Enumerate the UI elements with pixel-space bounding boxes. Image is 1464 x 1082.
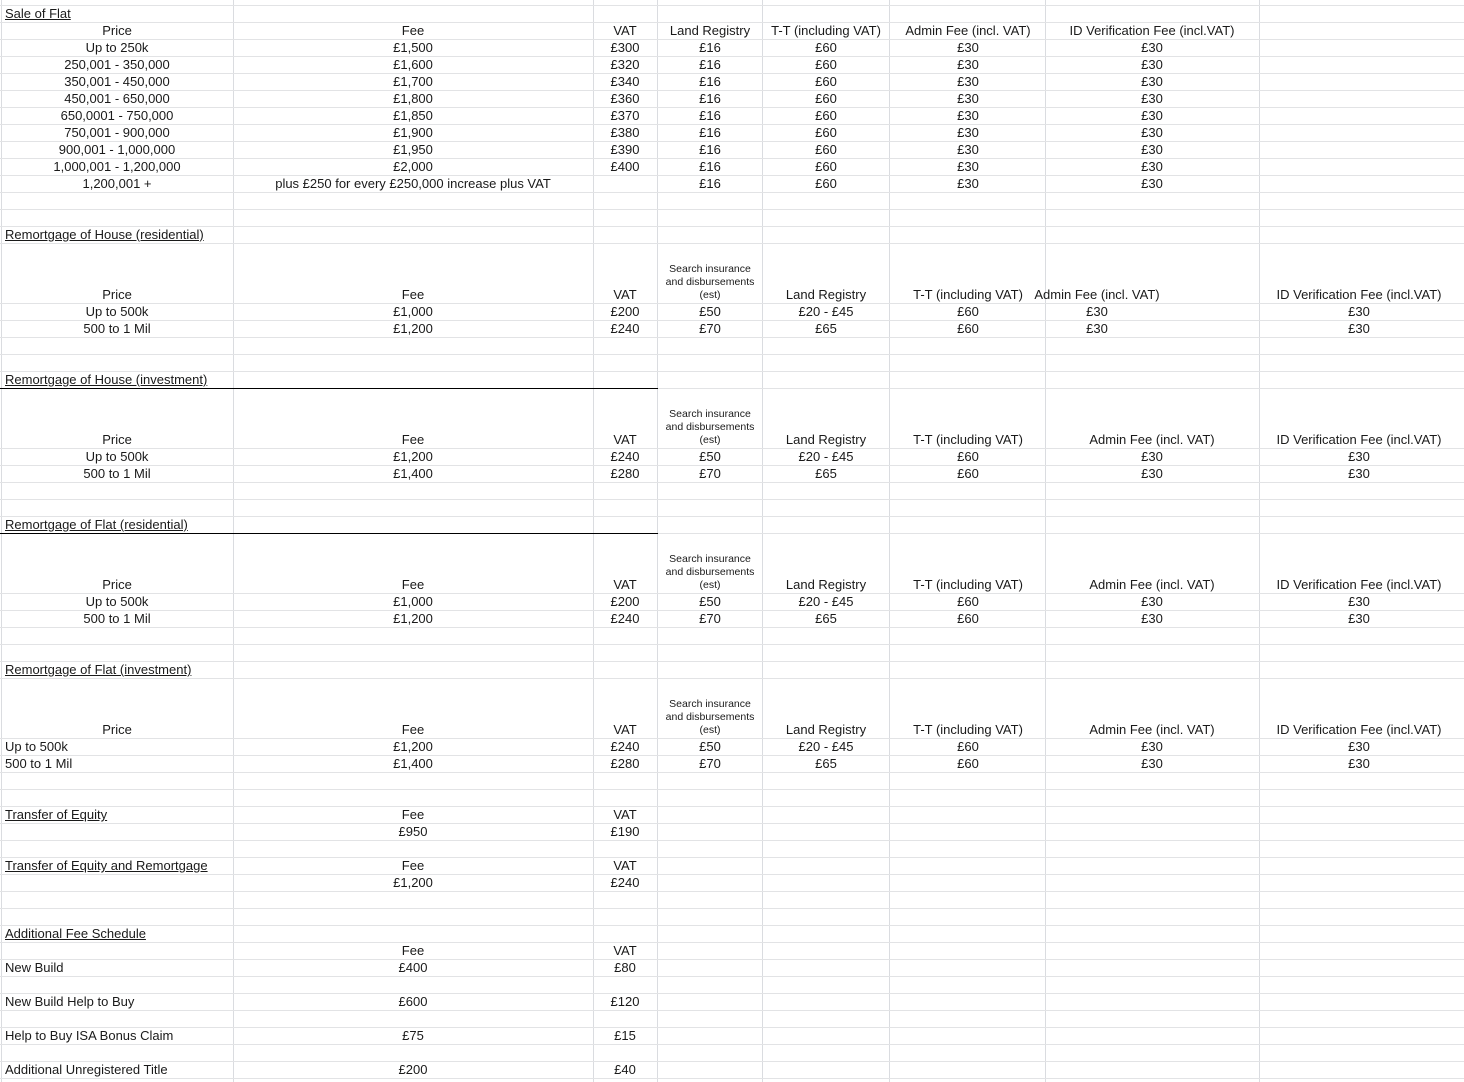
table-cell[interactable]: £60 [815, 142, 837, 157]
table-cell[interactable]: £190 [610, 824, 640, 839]
table-cell[interactable]: £30 [1348, 321, 1370, 336]
column-header: Land Registry [785, 577, 867, 592]
table-cell[interactable]: £15 [614, 1028, 636, 1043]
column-header: T-T (including VAT) [771, 23, 881, 38]
table-cell[interactable]: New Build [5, 960, 64, 975]
table-cell[interactable]: £240 [610, 449, 640, 464]
table-cell[interactable]: Help to Buy ISA Bonus Claim [5, 1028, 174, 1043]
table-cell[interactable]: £16 [699, 125, 721, 140]
column-header: Search insurance and disbursements (est) [665, 698, 755, 736]
table-cell[interactable]: Up to 250k [85, 40, 149, 55]
column-header: Fee [401, 943, 425, 958]
column-header: Fee [401, 577, 425, 592]
column-header: Admin Fee (incl. VAT) [1089, 577, 1215, 592]
table-cell[interactable]: £70 [699, 611, 721, 626]
table-cell[interactable]: £400 [610, 159, 640, 174]
table-cell[interactable]: £30 [1141, 611, 1163, 626]
table-cell[interactable]: £30 [957, 74, 979, 89]
section-title: Remortgage of Flat (residential) [5, 517, 188, 532]
table-cell[interactable]: £390 [610, 142, 640, 157]
table-cell[interactable]: £30 [1348, 739, 1370, 754]
table-cell[interactable]: £65 [815, 611, 837, 626]
table-cell[interactable]: £30 [1141, 466, 1163, 481]
table-cell[interactable]: £30 [957, 40, 979, 55]
table-cell[interactable]: 250,001 - 350,000 [64, 57, 170, 72]
table-cell[interactable]: £60 [957, 611, 979, 626]
table-cell[interactable]: 500 to 1 Mil [5, 756, 73, 771]
table-cell[interactable]: £200 [610, 594, 640, 609]
table-cell[interactable]: £65 [815, 466, 837, 481]
table-cell[interactable]: £30 [1141, 159, 1163, 174]
column-header: Price [102, 722, 132, 737]
column-header: VAT [613, 807, 637, 822]
table-cell[interactable]: £360 [610, 91, 640, 106]
table-cell[interactable]: New Build Help to Buy [5, 994, 135, 1009]
table-cell[interactable]: £60 [815, 91, 837, 106]
column-header: Fee [401, 432, 425, 447]
column-header: VAT [613, 577, 637, 592]
table-cell[interactable]: £60 [957, 304, 979, 319]
table-cell[interactable]: 1,200,001 + [82, 176, 152, 191]
column-header: Land Registry [785, 722, 867, 737]
table-cell[interactable]: £30 [1141, 449, 1163, 464]
column-header: Fee [401, 23, 425, 38]
table-cell[interactable]: £65 [815, 321, 837, 336]
table-cell[interactable]: £30 [1141, 594, 1163, 609]
table-cell[interactable]: £30 [1348, 466, 1370, 481]
column-header: T-T (including VAT) [913, 432, 1023, 447]
table-cell[interactable]: £1,000 [393, 304, 433, 319]
table-cell[interactable]: £1,200 [393, 739, 433, 754]
table-cell[interactable]: £65 [815, 756, 837, 771]
table-cell[interactable]: £30 [1348, 594, 1370, 609]
table-cell[interactable]: £1,700 [393, 74, 433, 89]
table-cell[interactable]: £1,200 [393, 875, 433, 890]
table-cell[interactable]: £60 [815, 159, 837, 174]
table-cell[interactable]: £600 [398, 994, 428, 1009]
column-header: Admin Fee (incl. VAT) [1089, 722, 1215, 737]
table-cell[interactable]: £60 [957, 466, 979, 481]
table-cell[interactable]: £16 [699, 142, 721, 157]
table-cell[interactable]: £40 [614, 1062, 636, 1077]
table-cell[interactable]: £30 [1141, 40, 1163, 55]
column-header: ID Verification Fee (incl.VAT) [1276, 287, 1442, 302]
table-cell[interactable]: £16 [699, 159, 721, 174]
column-header: T-T (including VAT) [913, 577, 1023, 592]
table-cell[interactable]: £20 - £45 [798, 739, 854, 754]
table-cell[interactable]: £60 [957, 321, 979, 336]
table-cell[interactable]: 450,001 - 650,000 [64, 91, 170, 106]
column-header: Price [102, 577, 132, 592]
column-header: VAT [613, 23, 637, 38]
table-cell[interactable]: £240 [610, 875, 640, 890]
table-cell[interactable]: £16 [699, 91, 721, 106]
table-cell[interactable]: £280 [610, 466, 640, 481]
table-cell[interactable]: £120 [610, 994, 640, 1009]
table-cell[interactable]: £60 [815, 125, 837, 140]
table-cell[interactable]: £75 [402, 1028, 424, 1043]
table-cell[interactable]: £30 [957, 57, 979, 72]
table-cell[interactable]: £1,200 [393, 611, 433, 626]
table-cell[interactable]: £60 [815, 108, 837, 123]
table-cell[interactable]: £30 [1141, 91, 1163, 106]
table-cell[interactable]: £400 [398, 960, 428, 975]
table-cell[interactable]: Up to 500k [5, 739, 68, 754]
column-header: Search insurance and disbursements (est) [665, 553, 755, 591]
section-title: Remortgage of Flat (investment) [5, 662, 192, 677]
section-title: Transfer of Equity [5, 807, 108, 822]
table-cell[interactable]: £60 [957, 756, 979, 771]
column-header: T-T (including VAT) [913, 722, 1023, 737]
table-cell[interactable]: £30 [1141, 108, 1163, 123]
table-cell[interactable]: £20 - £45 [798, 304, 854, 319]
table-cell[interactable]: £280 [610, 756, 640, 771]
column-header: VAT [613, 858, 637, 873]
table-cell[interactable]: £60 [815, 74, 837, 89]
table-cell[interactable]: £370 [610, 108, 640, 123]
table-cell[interactable]: £70 [699, 321, 721, 336]
table-cell[interactable]: £1,850 [393, 108, 433, 123]
table-cell[interactable]: £30 [957, 108, 979, 123]
table-cell[interactable]: £1,200 [393, 321, 433, 336]
table-cell[interactable]: £950 [398, 824, 428, 839]
column-header: Fee [401, 287, 425, 302]
table-cell[interactable]: 500 to 1 Mil [83, 466, 151, 481]
table-cell[interactable]: £1,200 [393, 449, 433, 464]
column-header: VAT [613, 722, 637, 737]
column-header: Fee [401, 807, 425, 822]
table-cell[interactable]: £30 [1141, 125, 1163, 140]
table-cell[interactable]: £1,950 [393, 142, 433, 157]
column-header: VAT [613, 432, 637, 447]
table-cell[interactable]: £320 [610, 57, 640, 72]
section-title: Sale of Flat [5, 6, 71, 21]
column-header: VAT [613, 943, 637, 958]
column-header: ID Verification Fee (incl.VAT) [1276, 577, 1442, 592]
table-cell[interactable]: £1,400 [393, 466, 433, 481]
table-cell[interactable]: £1,600 [393, 57, 433, 72]
table-cell[interactable]: £1,400 [393, 756, 433, 771]
table-cell[interactable]: £30 [1141, 756, 1163, 771]
table-cell[interactable]: £240 [610, 739, 640, 754]
column-header: VAT [613, 287, 637, 302]
table-cell[interactable]: £30 [1086, 321, 1108, 336]
table-cell[interactable]: £70 [699, 466, 721, 481]
table-cell[interactable]: 650,0001 - 750,000 [60, 108, 174, 123]
table-cell[interactable]: £30 [1141, 57, 1163, 72]
table-cell[interactable]: £30 [1348, 449, 1370, 464]
table-cell[interactable]: 750,001 - 900,000 [64, 125, 170, 140]
column-header: Price [102, 23, 132, 38]
table-cell[interactable]: £50 [699, 304, 721, 319]
column-header: Fee [401, 722, 425, 737]
table-cell[interactable]: 500 to 1 Mil [83, 611, 151, 626]
table-cell[interactable]: £240 [610, 321, 640, 336]
table-cell[interactable]: £30 [1141, 142, 1163, 157]
column-header: ID Verification Fee (incl.VAT) [1069, 23, 1235, 38]
column-header: Price [102, 287, 132, 302]
table-cell[interactable]: £200 [398, 1062, 428, 1077]
section-title: Transfer of Equity and Remortgage [5, 858, 208, 873]
table-cell[interactable]: £20 - £45 [798, 594, 854, 609]
column-header: Land Registry [785, 432, 867, 447]
table-cell[interactable]: £200 [610, 304, 640, 319]
table-cell[interactable]: £1,900 [393, 125, 433, 140]
column-header: Search insurance and disbursements (est) [665, 408, 755, 446]
section-title: Remortgage of House (residential) [5, 227, 204, 242]
table-cell[interactable]: £60 [957, 594, 979, 609]
table-cell[interactable]: £60 [957, 449, 979, 464]
table-cell[interactable]: £16 [699, 74, 721, 89]
column-header: Admin Fee (incl. VAT) [905, 23, 1031, 38]
table-cell[interactable]: £60 [815, 176, 837, 191]
table-cell[interactable]: £60 [957, 739, 979, 754]
table-cell[interactable]: £240 [610, 611, 640, 626]
table-cell[interactable]: £60 [815, 57, 837, 72]
table-cell[interactable]: 350,001 - 450,000 [64, 74, 170, 89]
table-cell[interactable]: £16 [699, 40, 721, 55]
column-header: Land Registry [669, 23, 751, 38]
column-header: Land Registry [785, 287, 867, 302]
table-cell[interactable]: Up to 500k [85, 594, 149, 609]
table-cell[interactable]: £1,500 [393, 40, 433, 55]
section-title: Additional Fee Schedule [5, 926, 146, 941]
column-header: ID Verification Fee (incl.VAT) [1276, 722, 1442, 737]
table-cell[interactable]: £50 [699, 739, 721, 754]
table-cell[interactable]: £70 [699, 756, 721, 771]
table-cell[interactable]: £2,000 [393, 159, 433, 174]
table-cell[interactable]: £30 [1348, 756, 1370, 771]
table-cell[interactable]: Additional Unregistered Title [5, 1062, 168, 1077]
table-cell[interactable]: £30 [957, 176, 979, 191]
table-cell[interactable]: £30 [1348, 304, 1370, 319]
table-cell[interactable]: 900,001 - 1,000,000 [58, 142, 176, 157]
table-cell[interactable]: £30 [1141, 74, 1163, 89]
table-cell[interactable]: £16 [699, 108, 721, 123]
table-cell[interactable]: £16 [699, 57, 721, 72]
table-cell[interactable]: £1,000 [393, 594, 433, 609]
column-header: Fee [401, 858, 425, 873]
column-header: Price [102, 432, 132, 447]
table-cell[interactable]: £1,800 [393, 91, 433, 106]
table-cell[interactable]: £30 [957, 142, 979, 157]
table-cell[interactable]: £30 [1141, 739, 1163, 754]
table-cell[interactable]: £30 [957, 125, 979, 140]
table-cell[interactable]: £380 [610, 125, 640, 140]
table-cell[interactable]: £50 [699, 594, 721, 609]
table-cell[interactable]: £80 [614, 960, 636, 975]
table-cell[interactable]: 1,000,001 - 1,200,000 [53, 159, 181, 174]
column-header: Admin Fee (incl. VAT) [1034, 287, 1160, 302]
table-cell[interactable]: £30 [1141, 176, 1163, 191]
table-cell[interactable]: £50 [699, 449, 721, 464]
table-cell[interactable]: £30 [1086, 304, 1108, 319]
table-cell[interactable]: £16 [699, 176, 721, 191]
table-cell[interactable]: £30 [1348, 611, 1370, 626]
table-cell[interactable]: Up to 500k [85, 449, 149, 464]
table-cell[interactable]: £30 [957, 91, 979, 106]
table-cell[interactable]: plus £250 for every £250,000 increase plus VAT [275, 176, 551, 191]
column-header: ID Verification Fee (incl.VAT) [1276, 432, 1442, 447]
column-header: Admin Fee (incl. VAT) [1089, 432, 1215, 447]
section-title: Remortgage of House (investment) [5, 372, 208, 387]
table-cell[interactable]: £300 [610, 40, 640, 55]
table-cell[interactable]: £30 [957, 159, 979, 174]
column-header: Search insurance and disbursements (est) [665, 263, 755, 301]
table-cell[interactable]: £60 [815, 40, 837, 55]
table-cell[interactable]: £340 [610, 74, 640, 89]
table-cell[interactable]: Up to 500k [85, 304, 149, 319]
table-cell[interactable]: 500 to 1 Mil [83, 321, 151, 336]
column-header: T-T (including VAT) [913, 287, 1023, 302]
table-cell[interactable]: £20 - £45 [798, 449, 854, 464]
